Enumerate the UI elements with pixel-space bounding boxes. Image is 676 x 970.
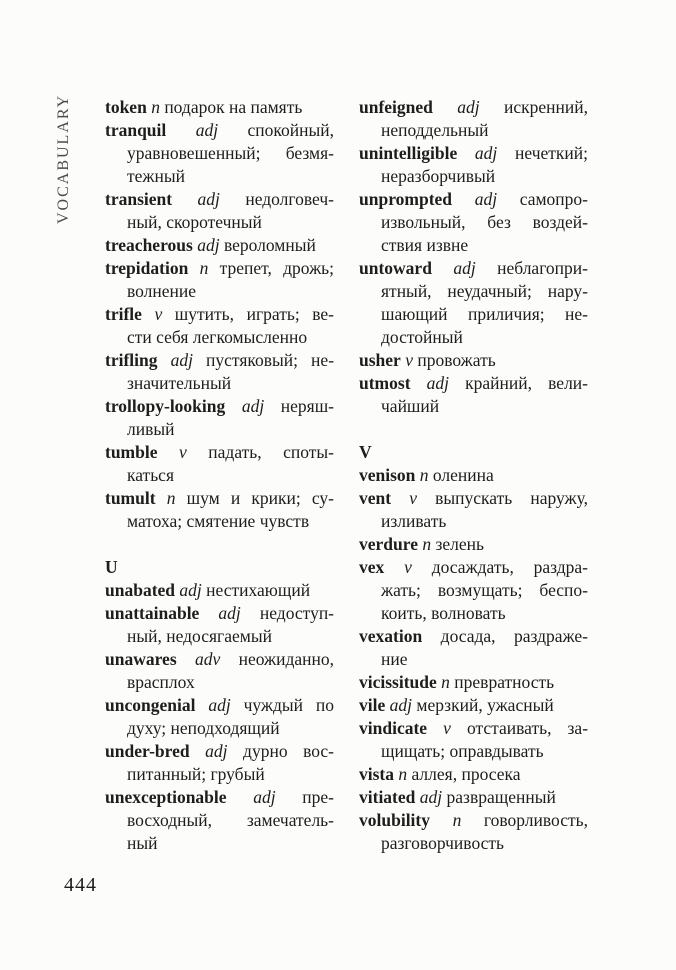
translation-text: питанный; грубый xyxy=(127,764,265,784)
headword: vex xyxy=(359,557,385,577)
translation-text: ный, недосягаемый xyxy=(127,626,272,646)
headword: vile xyxy=(359,695,386,715)
translation-text: отстаивать, за- xyxy=(466,718,589,738)
headword: unattainable xyxy=(105,603,200,623)
translation-text: изливать xyxy=(381,511,447,531)
entry-line xyxy=(359,786,588,809)
dictionary-entry xyxy=(359,257,588,349)
pos-label: adj xyxy=(453,258,476,278)
headword: uncongenial xyxy=(105,695,196,715)
translation-text: выпускать наружу, xyxy=(435,488,588,508)
entry-line xyxy=(105,96,334,119)
headword: utmost xyxy=(359,373,411,393)
entry-line xyxy=(359,280,588,303)
pos-label: adj xyxy=(419,787,443,807)
headword: tranquil xyxy=(105,120,167,140)
dictionary-column-right xyxy=(359,96,588,855)
translation-text: шум и крики; су- xyxy=(186,488,334,508)
entry-line xyxy=(105,257,334,280)
entry-line xyxy=(105,510,334,533)
translation-text: волнение xyxy=(127,281,197,301)
headword: vent xyxy=(359,488,392,508)
translation-text: щищать; оправдывать xyxy=(381,741,544,761)
entry-line xyxy=(105,464,334,487)
translation-text: восходный, замечатель- xyxy=(127,810,334,830)
entry-line xyxy=(359,579,588,602)
translation-text: досада, раздраже- xyxy=(440,626,589,646)
translation-text: жать; возмущать; беспо- xyxy=(381,580,588,600)
dictionary-entry xyxy=(359,671,588,694)
entry-line xyxy=(105,763,334,786)
dictionary-entry xyxy=(359,487,588,533)
translation-text: провожать xyxy=(417,350,496,370)
headword: vista xyxy=(359,764,394,784)
headword: transient xyxy=(105,189,173,209)
dictionary-entry xyxy=(359,556,588,625)
headword: unawares xyxy=(105,649,177,669)
translation-text: ствия извне xyxy=(381,235,469,255)
translation-text: искренний, xyxy=(504,97,588,117)
pos-label: adj xyxy=(241,396,265,416)
translation-text: пустяковый; не- xyxy=(206,350,335,370)
translation-text: зелень xyxy=(435,534,484,554)
pos-label: adj xyxy=(179,580,202,600)
dictionary-entry xyxy=(105,96,334,119)
headword: unexceptionable xyxy=(105,787,227,807)
translation-text: самопро- xyxy=(519,189,588,209)
pos-label: n xyxy=(151,97,160,117)
entry-line xyxy=(359,487,588,510)
entry-line xyxy=(105,441,334,464)
entry-line xyxy=(105,142,334,165)
dictionary-entry xyxy=(105,188,334,234)
entry-line xyxy=(359,142,588,165)
section-header: V xyxy=(359,442,372,462)
dictionary-entry xyxy=(105,349,334,395)
entry-line xyxy=(105,165,334,188)
entry-line xyxy=(359,740,588,763)
dictionary-entry xyxy=(359,142,588,188)
headword: vindicate xyxy=(359,718,428,738)
entry-line xyxy=(359,257,588,280)
headword: untoward xyxy=(359,258,432,278)
translation-text: чайший xyxy=(381,396,440,416)
headword: usher xyxy=(359,350,401,370)
translation-text: трепет, дрожь; xyxy=(219,258,335,278)
dictionary-entry xyxy=(359,464,588,487)
headword: unabated xyxy=(105,580,176,600)
entry-line xyxy=(105,809,334,832)
translation-text: падать, споты- xyxy=(208,442,335,462)
translation-text: коить, волновать xyxy=(381,603,506,623)
translation-text: неряш- xyxy=(280,396,335,416)
entry-line xyxy=(105,372,334,395)
translation-text: мерзкий, ужасный xyxy=(416,695,554,715)
headword: tumult xyxy=(105,488,156,508)
entry-line xyxy=(105,648,334,671)
pos-label: n xyxy=(166,488,176,508)
pos-label: n xyxy=(398,764,408,784)
dictionary-entry xyxy=(359,533,588,556)
translation-text: нестихающий xyxy=(206,580,311,600)
dictionary-entry xyxy=(359,694,588,717)
dictionary-entry xyxy=(105,602,334,648)
entry-line xyxy=(105,119,334,142)
translation-text: недолговеч- xyxy=(245,189,334,209)
translation-text: неподдельный xyxy=(381,120,489,140)
headword: vexation xyxy=(359,626,423,646)
translation-text: неблагопри- xyxy=(497,258,588,278)
translation-text: вероломный xyxy=(223,235,316,255)
entry-line xyxy=(105,326,334,349)
headword: unprompted xyxy=(359,189,453,209)
entry-line xyxy=(105,303,334,326)
headword: tumble xyxy=(105,442,158,462)
entry-line xyxy=(105,349,334,372)
pos-label: v xyxy=(409,488,417,508)
entry-line xyxy=(359,188,588,211)
entry-line xyxy=(359,832,588,855)
entry-line xyxy=(359,211,588,234)
translation-text: аллея, просека xyxy=(411,764,521,784)
dictionary-entry xyxy=(105,234,334,257)
entry-line xyxy=(105,211,334,234)
translation-text: каться xyxy=(127,465,174,485)
translation-text: духу; неподходящий xyxy=(127,718,280,738)
entry-line xyxy=(359,648,588,671)
pos-label: n xyxy=(199,258,209,278)
entry-line xyxy=(359,602,588,625)
pos-label: v xyxy=(154,304,163,324)
dictionary-entry xyxy=(359,188,588,257)
translation-text: спокойный, xyxy=(247,120,335,140)
pos-label: adj xyxy=(474,189,498,209)
entry-line xyxy=(359,671,588,694)
pos-label: adj xyxy=(218,603,241,623)
dictionary-entry xyxy=(105,694,334,740)
headword: trifle xyxy=(105,304,142,324)
translation-text: нечеткий; xyxy=(515,143,589,163)
translation-text: недоступ- xyxy=(259,603,335,623)
dictionary-entry xyxy=(359,96,588,142)
entry-line xyxy=(359,510,588,533)
translation-text: превратность xyxy=(454,672,555,692)
entry-line xyxy=(359,717,588,740)
translation-text: ливый xyxy=(127,419,175,439)
pos-label: adj xyxy=(197,235,220,255)
translation-text: врасплох xyxy=(127,672,195,692)
translation-text: извольный, без воздей- xyxy=(381,212,588,232)
headword: unfeigned xyxy=(359,97,433,117)
headword: volubility xyxy=(359,810,430,830)
entry-line xyxy=(359,326,588,349)
dictionary-entry xyxy=(359,786,588,809)
headword: unintelligible xyxy=(359,143,458,163)
entry-line xyxy=(105,188,334,211)
pos-label: adj xyxy=(253,787,276,807)
translation-text: развращенный xyxy=(446,787,556,807)
headword: venison xyxy=(359,465,416,485)
translation-text: уравновешенный; безмя- xyxy=(127,143,334,163)
translation-text: шающий приличия; не- xyxy=(381,304,588,324)
pos-label: adj xyxy=(197,189,220,209)
headword: trollopy-looking xyxy=(105,396,226,416)
entry-line xyxy=(359,809,588,832)
entry-line xyxy=(359,165,588,188)
entry-line xyxy=(105,740,334,763)
entry-line xyxy=(105,395,334,418)
pos-label: adj xyxy=(208,695,231,715)
translation-text: чуждый по xyxy=(243,695,335,715)
entry-line xyxy=(359,372,588,395)
entry-line xyxy=(105,280,334,303)
headword: verdure xyxy=(359,534,418,554)
entry-line xyxy=(105,625,334,648)
dictionary-entry xyxy=(105,786,334,855)
pos-label: n xyxy=(441,672,450,692)
pos-label: adj xyxy=(426,373,450,393)
pos-label: v xyxy=(405,350,413,370)
entry-line xyxy=(105,786,334,809)
entry-line xyxy=(105,671,334,694)
entry-line xyxy=(359,349,588,372)
entry-line xyxy=(359,234,588,257)
pos-label: adj xyxy=(474,143,498,163)
dictionary-entry xyxy=(105,303,334,349)
translation-text: шутить, играть; ве- xyxy=(174,304,334,324)
dictionary-entry xyxy=(359,717,588,763)
headword: vitiated xyxy=(359,787,416,807)
entry-line xyxy=(359,533,588,556)
pos-label: adj xyxy=(170,350,193,370)
headword: trepidation xyxy=(105,258,189,278)
entry-line xyxy=(359,395,588,418)
entry-line xyxy=(359,303,588,326)
dictionary-entry xyxy=(105,119,334,188)
headword: trifling xyxy=(105,350,158,370)
translation-text: значительный xyxy=(127,373,232,393)
entry-line xyxy=(359,694,588,717)
dictionary-entry xyxy=(105,257,334,303)
entry-line xyxy=(359,96,588,119)
entry-line xyxy=(359,119,588,142)
translation-text: сти себя легкомысленно xyxy=(127,327,308,347)
pos-label: v xyxy=(179,442,187,462)
dictionary-entry xyxy=(105,395,334,441)
dictionary-column-left xyxy=(105,96,334,855)
translation-text: ятный, неудачный; нару- xyxy=(381,281,588,301)
dictionary-entry xyxy=(105,579,334,602)
page-number: 444 xyxy=(64,874,97,896)
translation-text: матоха; смятение чувств xyxy=(127,511,310,531)
dictionary-entry xyxy=(105,487,334,533)
headword: vicissitude xyxy=(359,672,437,692)
headword: under-bred xyxy=(105,741,190,761)
entry-line xyxy=(105,694,334,717)
translation-text: досаждать, раздра- xyxy=(431,557,589,577)
headword: treacherous xyxy=(105,235,193,255)
dictionary-entry xyxy=(105,648,334,694)
entry-line xyxy=(105,418,334,441)
entry-line xyxy=(359,625,588,648)
translation-text: ный, скоротечный xyxy=(127,212,262,232)
pos-label: v xyxy=(443,718,451,738)
entry-line xyxy=(359,556,588,579)
dictionary-entry xyxy=(105,441,334,487)
dictionary-entry xyxy=(359,763,588,786)
translation-text: достойный xyxy=(381,327,463,347)
pos-label: adj xyxy=(195,120,219,140)
dictionary-entry xyxy=(359,349,588,372)
translation-text: пре- xyxy=(302,787,335,807)
pos-label: adj xyxy=(205,741,228,761)
pos-label: adv xyxy=(194,649,221,669)
pos-label: v xyxy=(404,557,412,577)
pos-label: n xyxy=(452,810,462,830)
translation-text: разговорчивость xyxy=(381,833,505,853)
translation-text: ние xyxy=(381,649,408,669)
entry-line xyxy=(105,602,334,625)
dictionary-entry xyxy=(359,372,588,418)
entry-line xyxy=(359,763,588,786)
dictionary-entry xyxy=(105,740,334,786)
translation-text: оленина xyxy=(432,465,494,485)
translation-text: дурно вос- xyxy=(243,741,335,761)
dictionary-entry xyxy=(359,625,588,671)
pos-label: adj xyxy=(457,97,480,117)
margin-label-vocabulary: VOCABULARY xyxy=(55,93,72,224)
translation-text: подарок на память xyxy=(164,97,303,117)
translation-text: ный xyxy=(127,833,158,853)
translation-text: говорливость, xyxy=(483,810,589,830)
pos-label: adj xyxy=(389,695,412,715)
headword: token xyxy=(105,97,147,117)
entry-line xyxy=(105,234,334,257)
entry-line xyxy=(359,464,588,487)
translation-text: неожиданно, xyxy=(238,649,335,669)
translation-text: крайний, вели- xyxy=(465,373,588,393)
translation-text: неразборчивый xyxy=(381,166,496,186)
dictionary-entry xyxy=(359,809,588,855)
entry-line xyxy=(105,832,334,855)
entry-line xyxy=(105,579,334,602)
translation-text: тежный xyxy=(127,166,185,186)
entry-line xyxy=(105,487,334,510)
entry-line xyxy=(105,717,334,740)
section-header: U xyxy=(105,557,118,577)
pos-label: n xyxy=(422,534,432,554)
pos-label: n xyxy=(419,465,429,485)
